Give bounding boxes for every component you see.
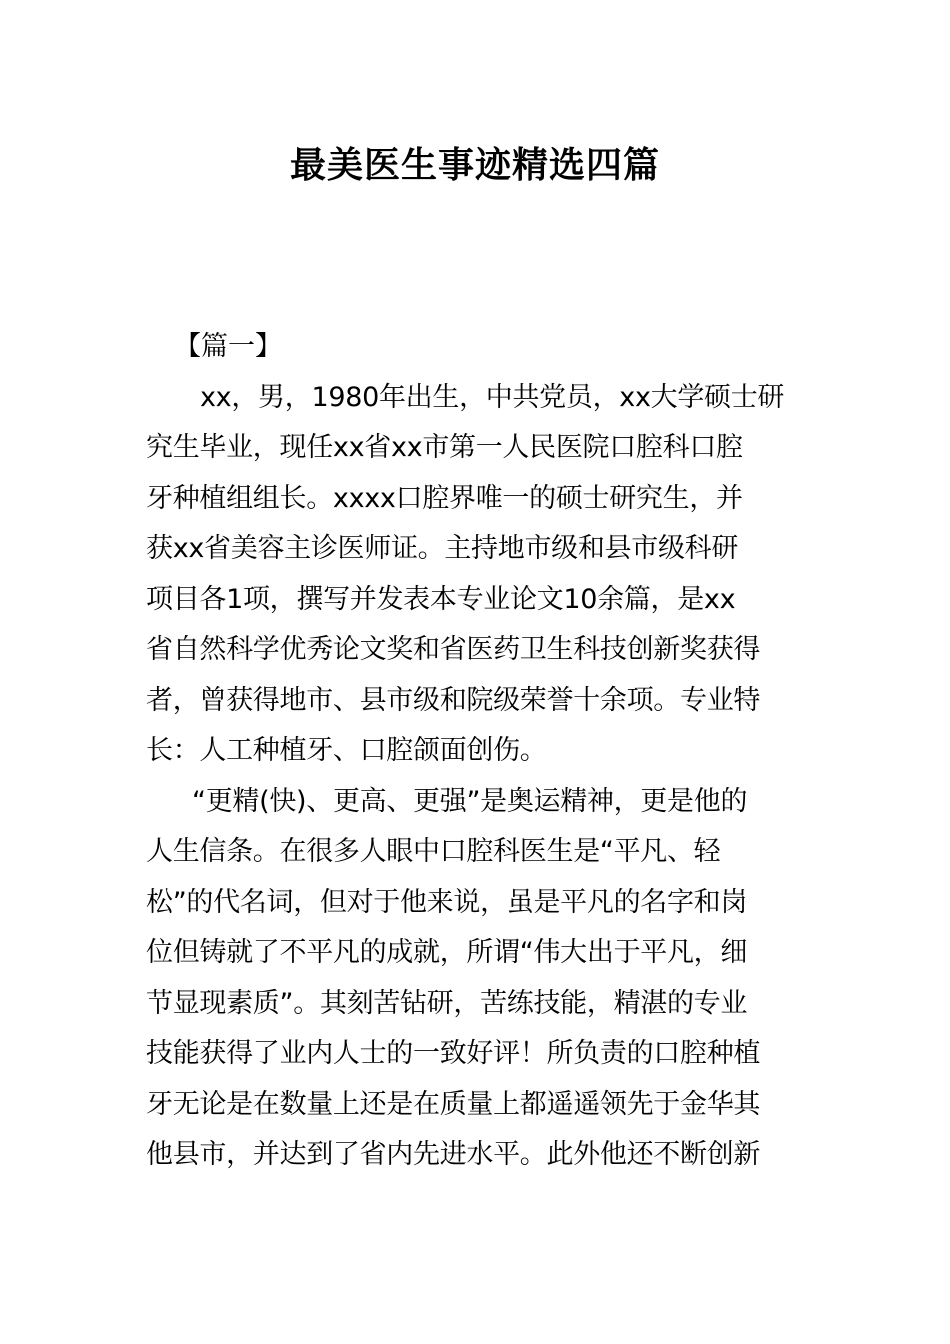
paragraph-line: 牙无论是在数量上还是在质量上都遥遥领先于金华其 <box>146 1088 761 1120</box>
paragraph-line: 他县市，并达到了省内先进水平。此外他还不断创新 <box>146 1139 761 1170</box>
document-body <box>146 322 806 1181</box>
document-title: 最美医生事迹精选四篇 <box>289 145 660 186</box>
paragraph-line: 者，曾获得地市、县市级和院级荣誉十余项。专业特 <box>146 684 761 716</box>
paragraph-line: 省自然科学优秀论文奖和省医药卫生科技创新奖获得 <box>146 634 761 665</box>
paragraph-line: 获xx省美容主诊医师证。主持地市级和县市级科研 <box>146 533 739 564</box>
paragraph-line: 究生毕业，现任xx省xx市第一人民医院口腔科口腔 <box>146 432 743 463</box>
paragraph-line: 技能获得了业内人士的一致好评！所负责的口腔种植 <box>146 1038 761 1069</box>
paragraph-line: “更精(快)、更高、更强”是奥运精神，更是他的 <box>192 785 748 817</box>
paragraph-line: 位但铸就了不平凡的成就，所谓“伟大出于平凡，细 <box>146 937 748 968</box>
paragraph-line: 节显现素质”。其刻苦钻研，苦练技能，精湛的专业 <box>146 987 748 1019</box>
paragraph-line: 牙种植组组长。xxxx口腔界唯一的硕士研究生，并 <box>146 482 743 514</box>
section-heading: 【篇一】 <box>174 331 282 362</box>
paragraph-line: 人生信条。在很多人眼中口腔科医生是“平凡、轻 <box>146 836 721 867</box>
paragraph-line: xx，男，1980年出生，中共党员，xx大学硕士研 <box>200 381 785 413</box>
paragraph-line: 项目各1项，撰写并发表本专业论文10余篇，是xx <box>146 583 736 615</box>
paragraph-line: 长：人工种植牙、口腔颌面创伤。 <box>146 735 547 766</box>
paragraph-line: 松”的代名词，但对于他来说，虽是平凡的名字和岗 <box>146 886 748 918</box>
